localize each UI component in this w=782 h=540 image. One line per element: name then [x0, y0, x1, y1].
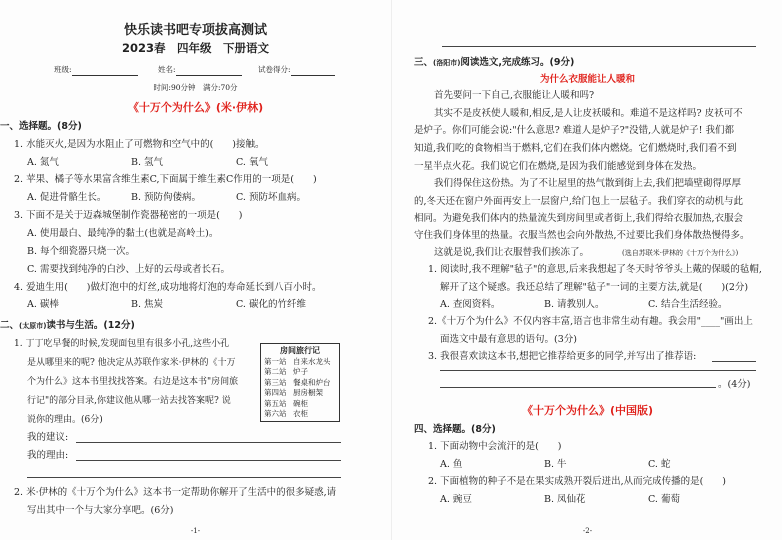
page-number: -2- [582, 527, 593, 535]
article-line: 我们得保住这份热。为了不让屋里的热气散到街上去,我们把墙壁砌得厚厚 [434, 178, 742, 189]
article-line: 一星半点火花。我们说它们在燃烧,是因为我们能感觉到身体在发热。 [414, 161, 703, 172]
article-line: 这就是说,我们让衣服替我们挨冻了。 [434, 247, 590, 258]
recommendation-line-2[interactable] [440, 370, 756, 371]
name-label: 姓名: [158, 65, 176, 74]
exam-title: 快乐读书吧专项拔高测试 [123, 23, 267, 38]
toc-row [264, 367, 336, 378]
page-number: -1- [190, 527, 201, 535]
reason-answer-line-2[interactable] [27, 477, 341, 478]
suggestion-label: 我的建议: [27, 432, 69, 443]
toc-station: 第一站 [264, 356, 287, 366]
toc-row [264, 378, 336, 389]
article-line: 知道,我们吃的食物相当于燃料,它们在我们体内燃烧。它们燃烧时,我们看不到 [414, 143, 737, 154]
option[interactable]: C. 预防坏血病。 [236, 192, 306, 203]
article-line: 守住我们身体里的热量。衣服当然也会向外散热,不过要比我们身体散热慢得多。 [414, 230, 750, 241]
option[interactable]: A. 促进骨骼生长。 [27, 192, 107, 203]
class-label: 班级: [54, 65, 72, 74]
option[interactable]: B. 请教别人。 [544, 299, 605, 310]
question-text: 解开了这个疑惑。我还总结了理解"毡子"一词的主要方法,就是( )(2分) [440, 282, 749, 293]
answer-line-top[interactable] [442, 46, 756, 47]
article-line: 的,冬天还在窗户外面再安上一层窗户,给门包上一层毡子。我们穿衣的动机与此 [414, 196, 744, 207]
article-line: 是炉子。你们可能会说:"什么意思? 难道人是炉子?"没错,人就是炉子! 我们都 [414, 125, 735, 136]
exam-page-2 [391, 0, 782, 540]
toc-place: 自来水龙头 [293, 356, 331, 366]
section1-heading: 一、选择题。(8分) [0, 121, 82, 132]
section3-source: (洛阳市) [433, 59, 461, 67]
reason-answer-line[interactable] [76, 460, 341, 461]
question-text: 3. 下面不是关于迈森城堡制作瓷器秘密的一项是( ) [14, 210, 243, 221]
question-text: 2.《十万个为什么》不仅内容丰富,语言也非常生动有趣。我会用"____"画出上 [428, 316, 753, 327]
option[interactable]: C. 碳化的竹纤维 [236, 299, 306, 310]
option[interactable]: A. 使用最白、最纯净的黏土(也就是高岭土)。 [27, 228, 219, 239]
option[interactable]: B. 预防佝偻病。 [131, 192, 202, 203]
recommendation-line-3[interactable] [440, 387, 716, 388]
question-text: 行记"的部分目录,你建议他从哪一站去找答案呢? 说 [27, 396, 231, 406]
score-field[interactable] [258, 63, 335, 76]
section2-heading [0, 319, 135, 333]
article-line: 相同。为避免我们体内的热量流失到房间里或者街上,我们得给衣服加热,衣服会 [414, 213, 744, 224]
question-text: 2. 下面植物的种子不是在果实成熟开裂后迸出,从而完成传播的是( ) [428, 476, 727, 487]
toc-row [264, 357, 336, 368]
question-text: 1. 丁丁吃早餐的时候,发现面包里有很多小孔,这些小孔 [14, 339, 230, 349]
toc-place: 碗柜 [293, 398, 308, 408]
question-text: 1. 下面动物中会流汗的是( ) [428, 441, 562, 452]
section3-title: 阅读选文,完成练习。(9分) [460, 57, 575, 68]
reason-label: 我的理由: [27, 450, 69, 461]
option[interactable]: C. 需要找到纯净的白沙、上好的云母或者长石。 [27, 264, 230, 275]
toc-place: 餐桌和炉台 [293, 377, 331, 387]
section4-heading: 四、选择题。(8分) [414, 424, 496, 435]
option[interactable]: B. 凤仙花 [544, 494, 586, 505]
option[interactable]: B. 焦炭 [131, 299, 164, 310]
toc-station: 第三站 [264, 377, 287, 387]
question-text: 2. 米·伊林的《十万个为什么》这本书一定帮助你解开了生活中的很多疑惑,请 [14, 487, 337, 498]
toc-row [264, 409, 336, 420]
toc-station: 第四站 [264, 388, 287, 397]
option[interactable]: A. 豌豆 [440, 494, 472, 505]
exam-subtitle: 2023春 四年级 下册语文 [121, 41, 269, 55]
toc-title: 房间旅行记 [280, 346, 320, 355]
section2-source: (太原市) [19, 322, 47, 330]
option[interactable]: B. 牛 [544, 459, 567, 470]
option[interactable]: B. 每个细瓷器只烧一次。 [27, 246, 136, 257]
question-text: 是从哪里来的呢? 他决定从苏联作家米·伊林的《十万 [27, 358, 236, 368]
section2-title: 读书与生活。(12分) [46, 320, 135, 331]
option[interactable]: C. 葡萄 [648, 494, 680, 505]
question-text: 3. 我很喜欢读这本书,想把它推荐给更多的同学,并写出了推荐语: [428, 351, 697, 362]
toc-place: 炉子 [293, 367, 308, 376]
article-line: 其实不是皮袄使人暖和,相反,是人让皮袄暖和。难道不是这样吗? 皮袄可不 [434, 108, 743, 119]
score-label: 试卷得分: [258, 65, 291, 74]
toc-place: 厨房橱架 [293, 388, 323, 397]
source-note: (选自苏联米·伊林的《十万个为什么》) [622, 249, 739, 257]
time-info: 时间:90分钟 满分:70分 [153, 83, 238, 92]
section2-number: 二、 [0, 320, 20, 331]
question-text: 4. 爱迪生用( )做灯泡中的灯丝,成功地将灯泡的寿命延长到八百小时。 [14, 282, 322, 293]
toc-station: 第六站 [264, 409, 287, 418]
question-text: 1. 阅读时,我不理解"毡子"的意思,后来我想起了冬天时爷爷头上戴的保暖的毡帽, [428, 264, 762, 275]
toc-row [264, 399, 336, 410]
section3-number: 三、 [414, 57, 434, 68]
option[interactable]: A. 鱼 [440, 459, 463, 470]
name-field[interactable] [158, 63, 242, 76]
option[interactable]: C. 蛇 [648, 459, 671, 470]
score-note: 。(4分) [718, 379, 751, 390]
question-text: 写出其中一个与大家分享吧。(6分) [27, 505, 174, 516]
toc-row [264, 388, 336, 399]
section3-heading [414, 56, 574, 70]
article-line: 首先要问一下自己,衣服能让人暖和吗? [434, 90, 595, 101]
book-title-milin: 《十万个为什么》(米·伊林) [127, 101, 264, 114]
class-field[interactable] [54, 63, 138, 76]
recommendation-line-1[interactable] [712, 361, 756, 362]
toc-box [260, 343, 340, 422]
question-text: 1. 水能灭火,是因为水阻止了可燃物和空气中的( )接触。 [14, 139, 265, 150]
option[interactable]: C. 氧气 [236, 157, 268, 168]
suggestion-answer-line[interactable] [76, 442, 341, 443]
option[interactable]: B. 氢气 [131, 157, 164, 168]
toc-station: 第二站 [264, 367, 287, 376]
book-title-china: 《十万个为什么》(中国版) [521, 404, 654, 417]
option[interactable]: A. 查阅资料。 [440, 299, 501, 310]
article-title: 为什么衣服能让人暖和 [539, 74, 635, 85]
toc-place: 衣柜 [293, 409, 308, 418]
option[interactable]: A. 氮气 [27, 157, 59, 168]
question-text: 个为什么》这本书里找找答案。右边是这本书"房间旅 [27, 377, 239, 387]
question-text: 说你的理由。(6分) [27, 415, 103, 425]
question-text: 2. 苹果、橘子等水果富含维生素C,下面属于维生素C作用的一项是( ) [14, 174, 317, 185]
question-text: 面选文中最有意思的语句。(3分) [440, 334, 577, 345]
option[interactable]: A. 碳棒 [27, 299, 59, 310]
option[interactable]: C. 结合生活经验。 [648, 299, 728, 310]
toc-station: 第五站 [264, 398, 287, 408]
